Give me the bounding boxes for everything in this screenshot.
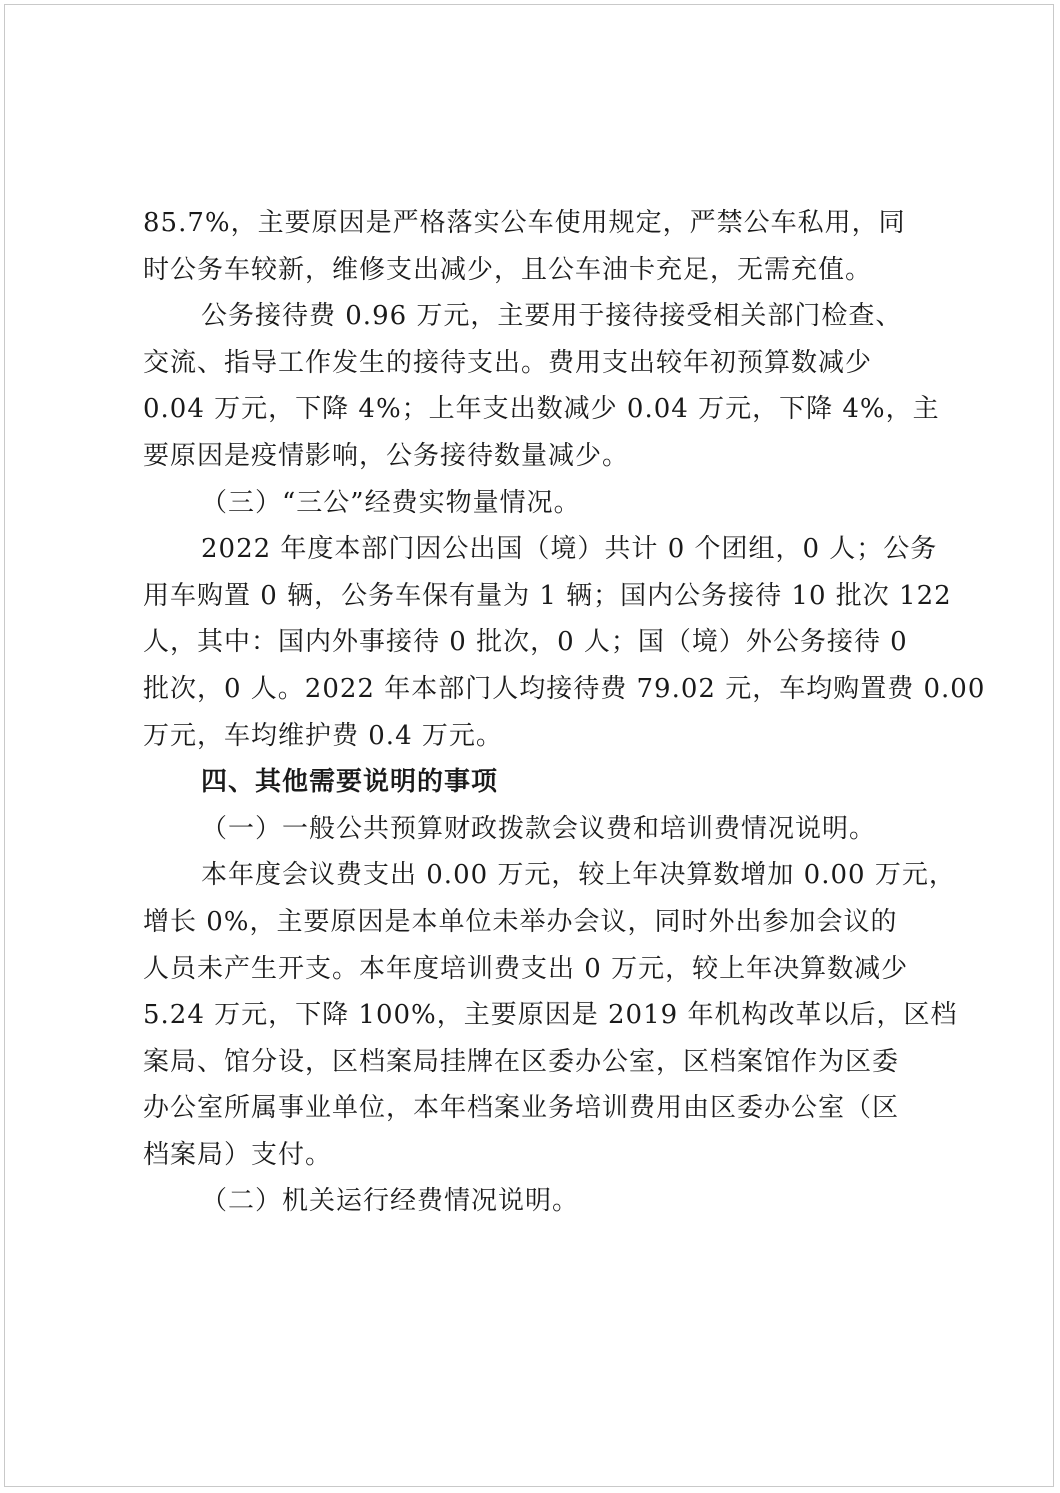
paragraph-line: 时公务车较新，维修支出减少，且公车油卡充足，无需充值。 xyxy=(143,254,873,285)
paragraph-line: 本年度会议费支出 0.00 万元，较上年决算数增加 0.00 万元， xyxy=(201,860,956,891)
paragraph-line: 增长 0%，主要原因是本单位未举办会议，同时外出参加会议的 xyxy=(143,906,898,937)
paragraph-line: 案局、馆分设，区档案局挂牌在区委办公室，区档案馆作为区委 xyxy=(143,1046,900,1077)
paragraph-line: 批次，0 人。2022 年本部门人均接待费 79.02 元，车均购置费 0.00 xyxy=(143,673,986,704)
document-page xyxy=(4,4,1054,1487)
paragraph-line: 5.24 万元，下降 100%，主要原因是 2019 年机构改革以后，区档 xyxy=(143,1000,958,1031)
paragraph-line: 2022 年度本部门因公出国（境）共计 0 个团组，0 人；公务 xyxy=(201,534,938,565)
section-heading: （一）一般公共预算财政拨款会议费和培训费情况说明。 xyxy=(201,813,877,844)
paragraph-line: 万元，车均维护费 0.4 万元。 xyxy=(143,720,503,751)
paragraph-line: 0.04 万元，下降 4%；上年支出数减少 0.04 万元，下降 4%，主 xyxy=(143,394,940,425)
paragraph-line: 人员未产生开支。本年度培训费支出 0 万元，较上年决算数减少 xyxy=(143,953,909,984)
paragraph-line: 档案局）支付。 xyxy=(143,1139,333,1170)
paragraph-line: 人，其中：国内外事接待 0 批次，0 人；国（境）外公务接待 0 xyxy=(143,627,908,658)
paragraph-line: 85.7%，主要原因是严格落实公车使用规定，严禁公车私用，同 xyxy=(143,208,906,238)
paragraph-line: 交流、指导工作发生的接待支出。费用支出较年初预算数减少 xyxy=(143,347,873,378)
paragraph-line: 用车购置 0 辆，公务车保有量为 1 辆；国内公务接待 10 批次 122 xyxy=(143,580,952,611)
document-body xyxy=(143,200,986,1225)
section-heading: （三）“三公”经费实物量情况。 xyxy=(201,487,581,518)
section-heading: （二）机关运行经费情况说明。 xyxy=(201,1186,580,1217)
paragraph-line: 要原因是疫情影响，公务接待数量减少。 xyxy=(143,440,630,471)
paragraph-line: 办公室所属事业单位，本年档案业务培训费用由区委办公室（区 xyxy=(143,1093,900,1124)
paragraph-line: 公务接待费 0.96 万元，主要用于接待接受相关部门检查、 xyxy=(201,301,903,332)
chapter-heading: 四、其他需要说明的事项 xyxy=(201,767,499,798)
